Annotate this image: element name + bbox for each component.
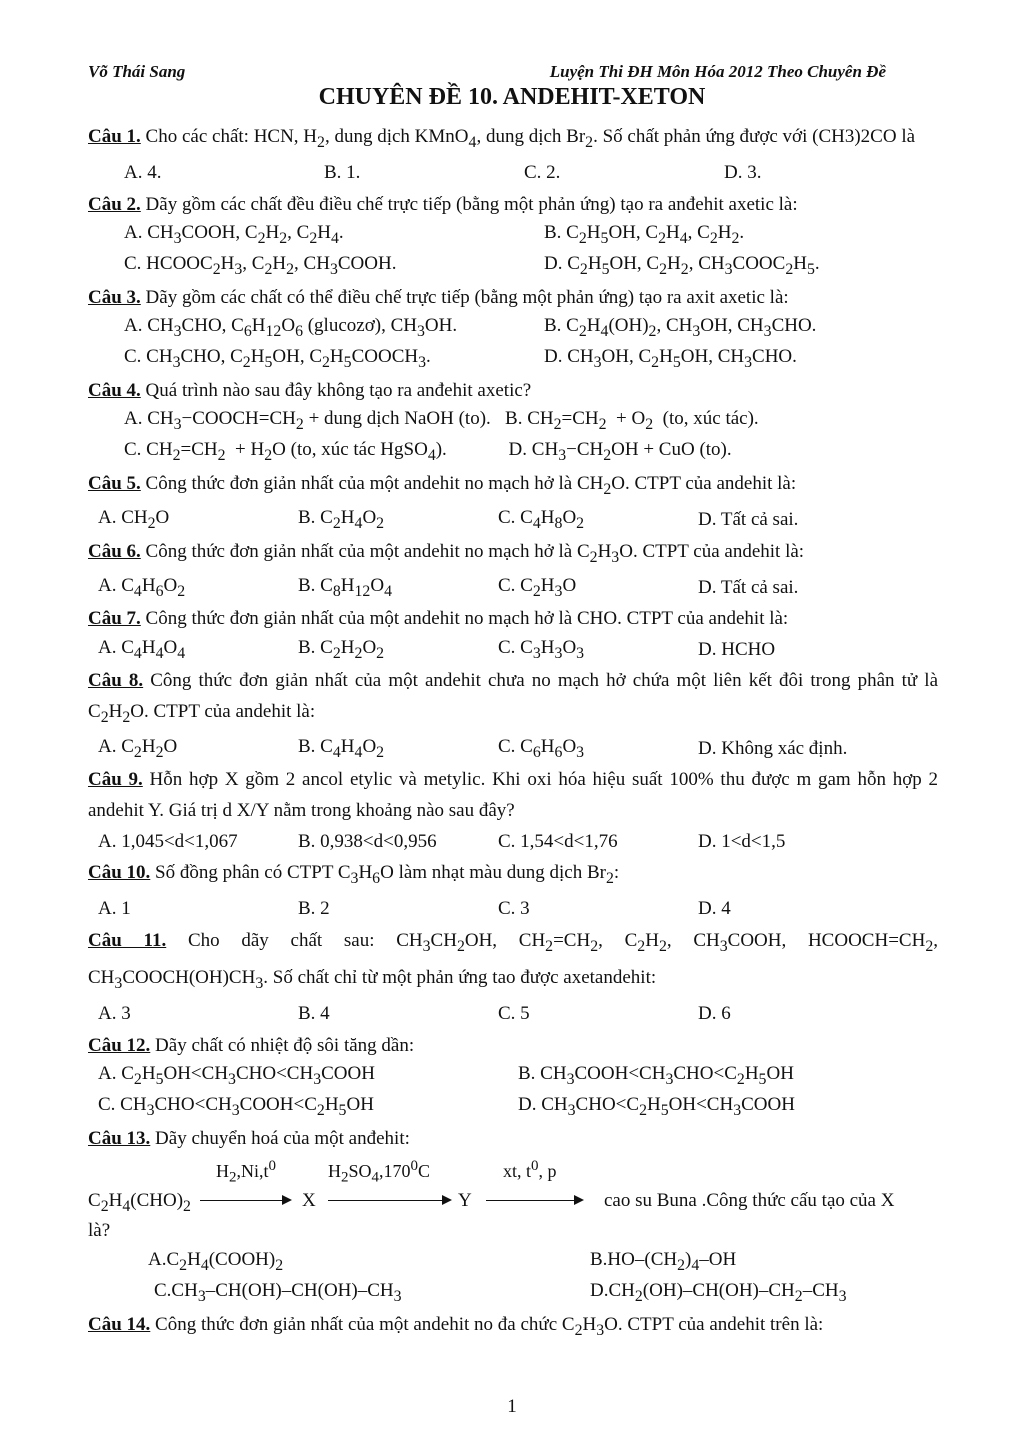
- arrow-icon: [486, 1200, 582, 1201]
- answer-row: [88, 1092, 938, 1123]
- answer-row: [88, 344, 938, 375]
- scheme-end: cao su Buna .Công thức cấu tạo của X: [604, 1189, 895, 1211]
- question-text: Cho dãy chất sau: $CH_3CH_2OH$, $CH_2=CH_2$, $C_2H_2$, $CH_3COOH$, $HCOOCH=CH_2$, $CH_3COOCH(OH)CH_3$. Số chất chỉ từ một phản ứng tao được axetandehit:: [88, 929, 938, 992]
- page-number: 1: [507, 1396, 517, 1417]
- answer-row: [88, 1278, 938, 1309]
- answer-option-d: D. $C_2H_5OH$, $C_2H_2$, $CH_3COOC_2H_5$.: [544, 253, 820, 279]
- question-list: [88, 121, 938, 1345]
- answer-row: [88, 894, 938, 925]
- question-6: [88, 536, 938, 604]
- answer-row: [88, 826, 938, 857]
- answer-option-d: D. HCHO: [698, 638, 776, 660]
- question-12: [88, 1030, 938, 1123]
- question-stem: [88, 1030, 938, 1061]
- question-13: [88, 1123, 938, 1309]
- question-10: [88, 857, 938, 925]
- answer-option-a: A. $C_2H_2O$: [98, 735, 178, 761]
- answer-row: [88, 158, 938, 189]
- question-stem: [88, 468, 938, 505]
- question-stem: [88, 665, 938, 733]
- question-number: Câu 5.: [88, 472, 141, 494]
- question-stem: [88, 1309, 938, 1346]
- question-4: [88, 375, 938, 468]
- answer-row: [88, 313, 938, 344]
- question-text: Dãy chất có nhiệt độ sôi tăng dần:: [155, 1034, 415, 1056]
- answer-row: [88, 220, 938, 251]
- answer-option-c: C. $CH_3CHO$, $C_2H_5OH$, $C_2H_5COOCH_3$.: [124, 346, 431, 372]
- question-stem: [88, 764, 938, 826]
- answer-option-d: D. Tất cả sai.: [698, 576, 799, 598]
- answer-option-d: D. Không xác định.: [698, 737, 848, 759]
- question-number: Câu 3.: [88, 286, 141, 308]
- answer-option-b: B. $C_2H_5OH$, $C_2H_4$, $C_2H_2$.: [544, 222, 745, 248]
- question-number: Câu 6.: [88, 540, 141, 562]
- question-number: Câu 8.: [88, 670, 144, 692]
- question-text: Quá trình nào sau đây không tạo ra anđehit axetic?: [145, 379, 532, 401]
- question-text: Số đồng phân có CTPT $C_3H_6O$ làm nhạt màu dung dịch $Br_2$:: [155, 862, 620, 887]
- question-number: Câu 2.: [88, 193, 141, 215]
- question-stem: [88, 1123, 938, 1154]
- answer-option-c: C. $C_2H_3O$: [498, 574, 577, 600]
- question-number: Câu 9.: [88, 769, 143, 791]
- answer-row: [88, 1061, 938, 1092]
- question-stem: [88, 375, 938, 406]
- question-stem: [88, 536, 938, 573]
- answer-option-a: $A.C_2H_4(COOH)_2$: [148, 1249, 284, 1274]
- answer-option-c: C. 3: [498, 898, 530, 920]
- question-5: [88, 468, 938, 536]
- reaction-scheme: [88, 1154, 938, 1216]
- question-9: [88, 764, 938, 857]
- question-number: Câu 14.: [88, 1313, 151, 1335]
- answer-option-d: D. $CH_3CHO<C_2H_5OH<CH_3COOH$: [518, 1094, 795, 1119]
- answer-option-c: $C.CH_3-CH(OH)-CH(OH)-CH_3$: [154, 1280, 402, 1305]
- answer-row: [88, 999, 938, 1030]
- document-title: CHUYÊN ĐỀ 10. ANDEHIT-XETON: [318, 84, 706, 110]
- answer-option-c: C. $C_3H_3O_3$: [498, 636, 585, 662]
- question-number: Câu 11.: [88, 929, 167, 951]
- answer-option-d: D. 4: [698, 898, 731, 920]
- answer-option-d: D. 1<d<1,5: [698, 830, 786, 852]
- answer-option-a: A. $C_2H_5OH<CH_3CHO<CH_3COOH$: [98, 1063, 375, 1088]
- header-author: Võ Thái Sang: [88, 62, 186, 81]
- answer-row: [88, 406, 938, 437]
- question-text: Công thức đơn giản nhất của một andehit no đa chức $C_2H_3O$. CTPT của andehit trên là:: [155, 1313, 824, 1339]
- answer-option-a: A. $CH_3COOH$, $C_2H_2$, $C_2H_4$.: [124, 222, 344, 248]
- question-number: Câu 13.: [88, 1127, 151, 1149]
- answer-option-a: A. 1,045<d<1,067: [98, 830, 238, 852]
- answer-option-a: A. $C_4H_4O_4$: [98, 636, 186, 662]
- header-course: Luyện Thi ĐH Môn Hóa 2012 Theo Chuyên Đề: [549, 62, 886, 81]
- question-text: Dãy gồm các chất đều điều chế trực tiếp (bằng một phản ứng) tạo ra anđehit axetic là:: [145, 193, 798, 215]
- answer-row: [88, 251, 938, 282]
- scheme-condition: $H_2SO_4,170^0C$: [328, 1157, 431, 1186]
- question-number: Câu 12.: [88, 1034, 151, 1056]
- answer-option-c: C. $C_6H_6O_3$: [498, 735, 585, 761]
- answer-option-b: B. 2: [298, 898, 330, 920]
- question-text: Dãy chuyển hoá của một anđehit:: [155, 1127, 410, 1149]
- answer-option-b: B. $C_8H_{12}O_4$: [298, 574, 392, 600]
- arrow-icon: [200, 1200, 290, 1201]
- question-text: Dãy gồm các chất có thể điều chế trực tiếp (bằng một phản ứng) tạo ra axit axetic là:: [145, 286, 789, 308]
- answer-option-c: C. 2.: [524, 162, 561, 184]
- question-number: Câu 10.: [88, 862, 151, 884]
- answer-option-a: A. 1: [98, 898, 131, 920]
- answer-option-d: D. $CH_3OH$, $C_2H_5OH$, $CH_3CHO$.: [544, 346, 797, 372]
- question-7: [88, 603, 938, 665]
- answer-option-b: B. $CH_3COOH<CH_3CHO<C_2H_5OH$: [518, 1063, 794, 1088]
- answer-option-c: C. 5: [498, 1003, 530, 1025]
- question-text: Công thức đơn giản nhất của một andehit no mạch hở là $CH_2O$. CTPT của andehit là:: [145, 472, 797, 498]
- scheme-condition: xt, $t^0$, p: [503, 1157, 557, 1181]
- answer-row: [88, 634, 938, 665]
- question-stem: [88, 282, 938, 313]
- answer-option-b: $B.HO-(CH_2)_4-OH$: [590, 1249, 737, 1274]
- question-stem: [88, 857, 938, 894]
- question-number: Câu 1.: [88, 126, 141, 147]
- answer-option-a: A. $C_4H_6O_2$: [98, 574, 186, 600]
- answer-option-b: B. $C_2H_4(OH)_2$, $CH_3OH$, $CH_3CHO$.: [544, 315, 817, 341]
- arrow-icon: [328, 1200, 450, 1201]
- answer-option-d: $D.CH_2(OH)-CH(OH)-CH_2-CH_3$: [590, 1280, 847, 1305]
- question-number: Câu 7.: [88, 608, 141, 630]
- answer-row: [88, 733, 938, 764]
- question-stem: [88, 121, 938, 158]
- answer-option-c: C. 1,54<d<1,76: [498, 830, 618, 852]
- answer-option-c: C. $C_4H_8O_2$: [498, 507, 585, 532]
- question-text: Cho các chất: HCN, $H_2$, dung dịch KMnO$_4$, dung dịch $Br_2$. Số chất phản ứng được với (CH3)2CO là: [145, 126, 916, 151]
- answer-option-b: B. 0,938<d<0,956: [298, 830, 437, 852]
- answer-row: [88, 1247, 938, 1278]
- answer-option-a: A. 4.: [124, 162, 162, 184]
- answer-row: [88, 572, 938, 603]
- question-text: Công thức đơn giản nhất của một andehit no mạch hở là $C_2H_3O$. CTPT của andehit là:: [145, 540, 805, 566]
- scheme-tail: là?: [88, 1220, 111, 1242]
- answer-option-d: D. 6: [698, 1003, 731, 1025]
- question-14: [88, 1309, 938, 1346]
- question-11: [88, 925, 938, 1030]
- answer-option-a: A. 3: [98, 1003, 131, 1025]
- scheme-condition: $H_2,Ni,t^0$: [216, 1157, 277, 1186]
- scheme-x: X: [302, 1189, 316, 1211]
- answer-options-line: A. $CH_3-COOCH=CH_2$ + dung dịch NaOH (to). B. $CH_2=CH_2 + O_2$ (to, xúc tác).: [124, 408, 759, 434]
- answer-option-b: B. $C_2H_4O_2$: [298, 507, 385, 532]
- answer-row: [88, 437, 938, 468]
- answer-option-b: B. $C_4H_4O_2$: [298, 735, 385, 761]
- answer-option-b: B. 4: [298, 1003, 330, 1025]
- question-text: Công thức đơn giản nhất của một andehit no mạch hở là CHO. CTPT của andehit là:: [145, 608, 789, 630]
- answer-row: [88, 505, 938, 536]
- question-stem: [88, 925, 938, 999]
- question-8: [88, 665, 938, 764]
- scheme-y: Y: [458, 1189, 472, 1211]
- question-stem: [88, 189, 938, 220]
- answer-options-line: C. $CH_2=CH_2 + H_2O$ (to, xúc tác HgSO$_4$). D. $CH_3-CH_2OH$ + CuO (to).: [124, 439, 732, 465]
- question-number: Câu 4.: [88, 379, 141, 401]
- question-3: [88, 282, 938, 375]
- question-1: [88, 121, 938, 189]
- answer-option-a: A. $CH_2O$: [98, 507, 170, 532]
- answer-option-d: D. Tất cả sai.: [698, 509, 799, 531]
- question-text: Hỗn hợp X gồm 2 ancol etylic và metylic. Khi oxi hóa hiệu suất 100% thu được m gam hỗn hợp 2 andehit Y. Giá trị d X/Y nằm trong khoảng nào sau đây?: [88, 769, 939, 822]
- scheme-start: $C_2H_4(CHO)_2$: [88, 1189, 191, 1215]
- answer-option-a: A. $CH_3CHO$, $C_6H_{12}O_6$ (glucozơ), $CH_3OH$.: [124, 315, 458, 341]
- question-text: Công thức đơn giản nhất của một andehit chưa no mạch hở chứa một liên kết đôi trong phân tử là $C_2H_2O$. CTPT của andehit là:: [88, 670, 938, 727]
- question-2: [88, 189, 938, 282]
- answer-option-c: C. $CH_3CHO<CH_3COOH<C_2H_5OH$: [98, 1094, 374, 1119]
- question-stem: [88, 603, 938, 634]
- answer-option-b: B. 1.: [324, 162, 361, 184]
- answer-option-d: D. 3.: [724, 162, 762, 184]
- answer-option-c: C. $HCOOC_2H_3$, $C_2H_2$, $CH_3COOH$.: [124, 253, 397, 279]
- answer-option-b: B. $C_2H_2O_2$: [298, 636, 385, 662]
